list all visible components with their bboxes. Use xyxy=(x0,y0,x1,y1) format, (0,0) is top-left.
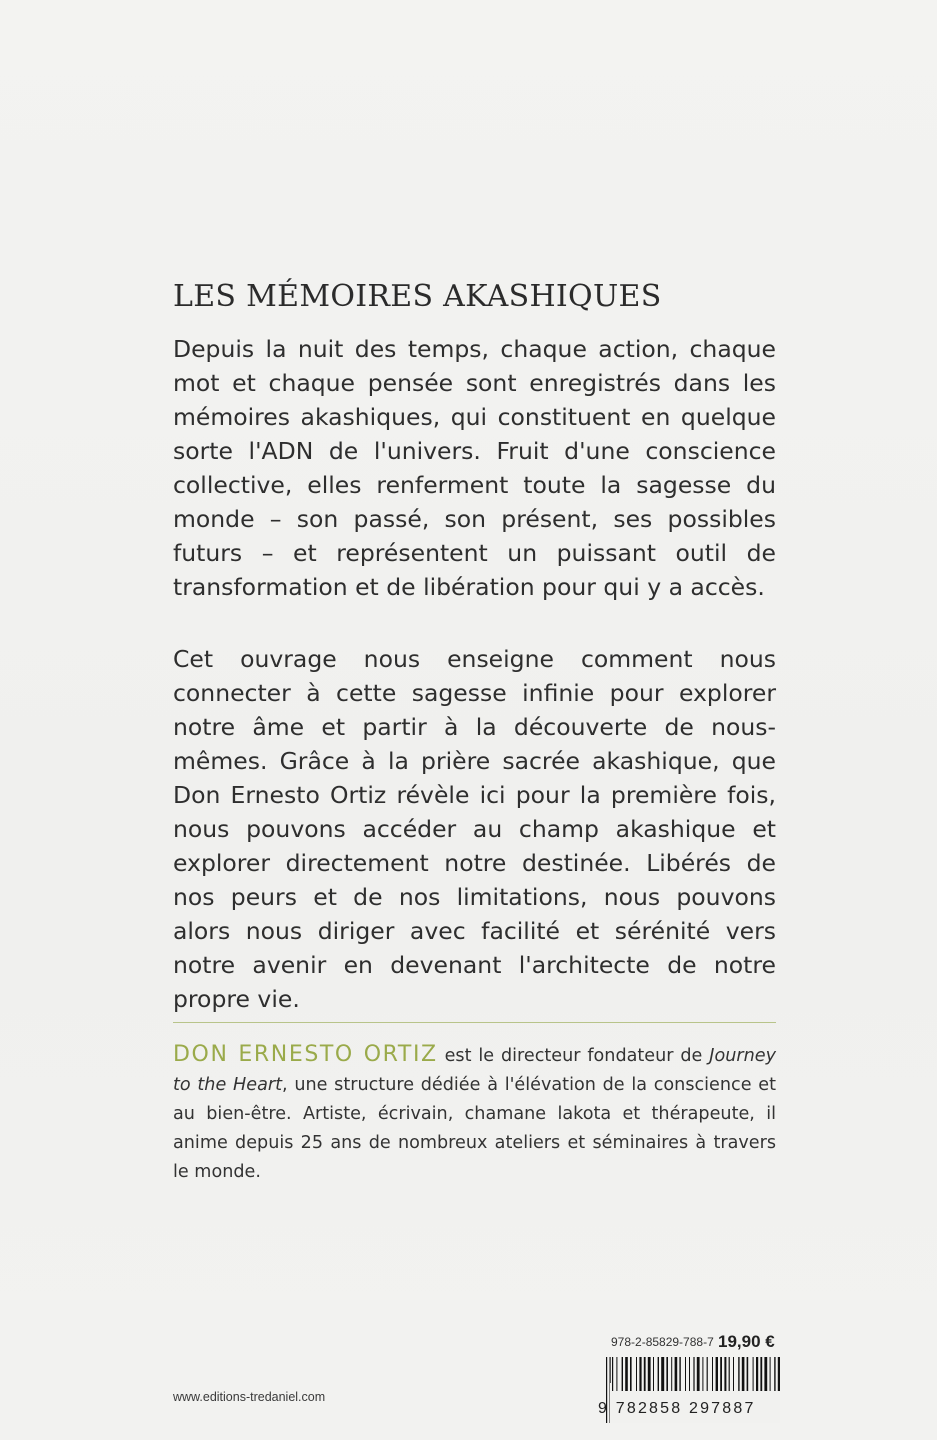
barcode-bar xyxy=(733,1383,734,1391)
barcode-bar xyxy=(707,1383,708,1391)
section-divider xyxy=(173,1022,776,1023)
barcode-bar xyxy=(742,1383,745,1391)
barcode-bar xyxy=(778,1383,780,1391)
barcode-bar xyxy=(729,1383,730,1391)
description-paragraph-2: Cet ouvrage nous enseigne comment nous connecter à cette sagesse infinie pour explorer notre âme et partir à la découverte de nous-mêmes. Grâce à la prière sacrée akashique, que Don Ernesto Ortiz révèle ici pour la première fois, nous pouvons accéder au champ akashique et explorer directement notre destinée. Libérés de nos peurs et de nos limitations, nous pouvons alors nous diriger avec facilité et sérénité vers notre avenir en devenant l'architecte de notre propre vie. xyxy=(173,645,776,1013)
barcode-digits-block xyxy=(596,1383,780,1417)
barcode-digits: 9 782858 297887 xyxy=(598,1400,756,1417)
publisher-website: www.editions-tredaniel.com xyxy=(173,1390,326,1404)
book-title: LES MÉMOIRES AKASHIQUES xyxy=(173,279,662,314)
barcode-bar xyxy=(679,1383,680,1391)
barcode-bar xyxy=(689,1383,690,1391)
author-bio xyxy=(173,1040,776,1187)
author-name: DON ERNESTO ORTIZ xyxy=(173,1042,438,1067)
barcode-bar xyxy=(747,1383,749,1391)
barcode-bar xyxy=(666,1383,668,1391)
barcode-bar xyxy=(625,1383,628,1391)
author-bio-text-1: est le directeur fondateur de xyxy=(437,1046,710,1066)
price: 19,90 € xyxy=(718,1332,775,1351)
barcode-bar xyxy=(661,1383,664,1391)
barcode-bar xyxy=(724,1383,726,1391)
barcode-bar xyxy=(693,1383,694,1391)
barcode-bar xyxy=(712,1383,713,1391)
barcode-bar xyxy=(774,1383,775,1391)
author-bio-text-2: , une structure dédiée à l'élévation de la conscience et au bien-être. Artiste, écrivain, chamane lakota et thérapeute, il anime depuis 25 ans de nombreux ateliers et séminaires à travers le monde. xyxy=(173,1075,776,1182)
barcode-bar xyxy=(639,1383,641,1391)
barcode-bar xyxy=(616,1383,617,1391)
barcode-bar xyxy=(675,1383,678,1391)
barcode-bar xyxy=(738,1383,739,1391)
barcode-bar xyxy=(753,1383,754,1391)
barcode-bar xyxy=(702,1383,703,1391)
barcode-bar xyxy=(697,1383,700,1391)
barcode-bar xyxy=(658,1383,659,1391)
author-organization: Journey to the Heart xyxy=(173,1046,776,1095)
barcode-bar xyxy=(671,1383,672,1391)
barcode-bar xyxy=(770,1383,771,1391)
barcode-bar xyxy=(648,1383,651,1391)
isbn: 978-2-85829-788-7 xyxy=(611,1335,714,1349)
barcode-bar xyxy=(685,1383,686,1391)
barcode-bar xyxy=(756,1383,758,1391)
barcode-bar xyxy=(630,1383,632,1391)
barcode-bar xyxy=(636,1383,637,1391)
barcode-bar xyxy=(760,1383,762,1391)
description-paragraph-1: Depuis la nuit des temps, chaque action, chaque mot et chaque pensée sont enregistrés dans les mémoires akashiques, qui constituent en quelque sorte l'ADN de l'univers. Fruit d'une conscience collective, elles renferment toute la sagesse du monde – son passé, son présent, ses possibles futurs – et représentent un puissant outil de transformation et de libération pour qui y a accès. xyxy=(173,335,776,601)
barcode-bar xyxy=(720,1383,722,1391)
barcode-bar xyxy=(644,1383,646,1391)
barcode-bar xyxy=(716,1383,718,1391)
barcode-bar xyxy=(653,1383,654,1391)
barcode-bar xyxy=(612,1383,613,1391)
barcode-bar xyxy=(622,1383,623,1391)
barcode-bar xyxy=(764,1383,767,1391)
